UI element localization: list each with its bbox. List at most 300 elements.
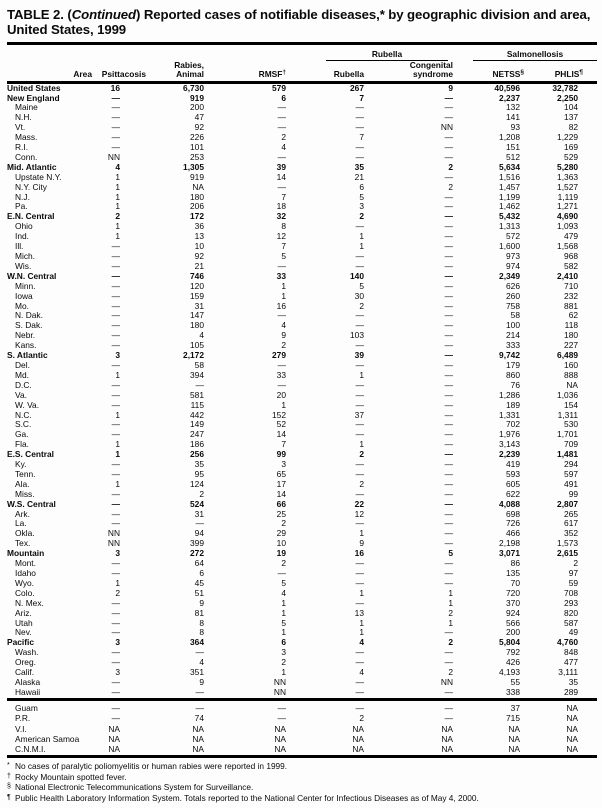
- cell-rmsf: 7: [281, 439, 286, 450]
- cell-congenital-syndrome: 1: [448, 597, 453, 608]
- cell-phlis: 5,280: [557, 161, 579, 172]
- cell-rubella: 7: [359, 132, 364, 143]
- cell-phlis: 1,036: [557, 389, 579, 400]
- cell-phlis: 708: [564, 587, 579, 598]
- group-label-rubella: Rubella: [326, 49, 448, 61]
- cell-rubella: 22: [354, 498, 364, 509]
- cell-phlis: NA: [566, 734, 579, 744]
- cell-rmsf: 2: [281, 657, 286, 668]
- cell-phlis: 137: [564, 112, 579, 123]
- cell-phlis: NA: [566, 379, 579, 390]
- cell-psittacosis: 1: [115, 231, 120, 242]
- cell-psittacosis: —: [111, 102, 120, 113]
- cell-psittacosis: —: [111, 647, 120, 658]
- cell-rmsf: 2: [281, 132, 286, 143]
- cell-rubella: 1: [359, 369, 364, 380]
- cell-rubella: 5: [359, 280, 364, 291]
- cell-rubella: —: [355, 597, 364, 608]
- cell-congenital-syndrome: —: [444, 132, 453, 143]
- cell-rmsf: 5: [281, 251, 286, 261]
- row-label: Wyo.: [15, 577, 35, 588]
- row-label: Ala.: [15, 478, 30, 489]
- row-label: Kans.: [15, 340, 37, 351]
- cell-phlis: 1,568: [557, 241, 579, 252]
- row-label: Alaska: [15, 676, 41, 687]
- cell-phlis: 2,807: [557, 498, 579, 509]
- cell-rubella: 39: [354, 350, 364, 361]
- cell-netss: 5,804: [499, 637, 520, 648]
- cell-psittacosis: NA: [108, 744, 120, 755]
- cell-congenital-syndrome: —: [444, 577, 453, 588]
- group-header-rubella: [286, 44, 453, 62]
- cell-congenital-syndrome: —: [444, 330, 453, 341]
- cell-congenital-syndrome: —: [444, 409, 453, 420]
- cell-rubella: 4: [359, 667, 364, 678]
- cell-rmsf: 3: [281, 647, 286, 658]
- cell-phlis: 62: [568, 310, 579, 321]
- cell-rmsf: 1: [281, 667, 286, 678]
- cell-rubella: 2: [359, 713, 364, 724]
- cell-netss: 1,208: [499, 132, 520, 143]
- cell-phlis: 118: [564, 320, 579, 331]
- cell-rmsf: 66: [276, 498, 286, 509]
- cell-rubella: 2: [359, 211, 364, 222]
- cell-rabies-animal: —: [195, 518, 204, 529]
- row-label: W.N. Central: [7, 270, 57, 281]
- row-label: Utah: [15, 617, 33, 628]
- cell-rabies-animal: —: [195, 647, 204, 658]
- cell-congenital-syndrome: NA: [441, 723, 453, 734]
- cell-congenital-syndrome: —: [444, 379, 453, 390]
- cell-netss: 214: [506, 330, 520, 341]
- cell-rabies-animal: 35: [194, 459, 204, 470]
- cell-rubella: 37: [354, 409, 364, 420]
- cell-psittacosis: —: [111, 280, 120, 291]
- table-row: [7, 699, 597, 713]
- cell-rabies-animal: 351: [190, 667, 204, 678]
- cell-congenital-syndrome: —: [444, 340, 453, 351]
- cell-rubella: 6: [359, 181, 364, 192]
- cell-rubella: 1: [359, 617, 364, 628]
- cell-psittacosis: 1: [115, 191, 120, 202]
- row-label: Mich.: [15, 251, 36, 261]
- cell-psittacosis: —: [111, 702, 120, 713]
- cell-rabies-animal: 101: [190, 142, 204, 153]
- cell-rabies-animal: 31: [194, 300, 204, 311]
- row-label: Del.: [15, 359, 30, 370]
- cell-psittacosis: 3: [115, 548, 120, 559]
- cell-rmsf: 65: [276, 468, 286, 479]
- cell-rabies-animal: 95: [194, 468, 204, 479]
- cell-psittacosis: —: [111, 657, 120, 668]
- cell-congenital-syndrome: 2: [448, 607, 453, 618]
- cell-phlis: 289: [564, 686, 579, 697]
- cell-psittacosis: —: [111, 597, 120, 608]
- cell-netss: 9,742: [499, 350, 520, 361]
- cell-congenital-syndrome: —: [444, 300, 453, 311]
- cell-rubella: —: [355, 112, 364, 123]
- column-header-psittacosis: Psittacosis: [92, 61, 146, 82]
- row-label: Hawaii: [15, 686, 41, 697]
- footnote-symbol: †: [7, 772, 11, 780]
- cell-congenital-syndrome: —: [444, 518, 453, 529]
- cell-phlis: 59: [568, 577, 579, 588]
- cell-phlis: 587: [564, 617, 579, 628]
- cell-rmsf: 10: [276, 538, 286, 549]
- cell-psittacosis: 3: [115, 667, 120, 678]
- cell-psittacosis: —: [111, 713, 120, 724]
- cell-psittacosis: NA: [108, 734, 120, 744]
- footnote-symbol: §: [7, 783, 11, 791]
- cell-netss: 698: [506, 508, 520, 519]
- cell-rubella: —: [355, 647, 364, 658]
- table-row: [7, 734, 597, 744]
- row-label: Maine: [15, 102, 38, 113]
- cell-netss: 179: [506, 359, 520, 370]
- cell-rubella: —: [355, 518, 364, 529]
- row-label: La.: [15, 518, 27, 529]
- cell-netss: 1,462: [499, 201, 520, 212]
- cell-rabies-animal: 9: [199, 676, 204, 687]
- cell-netss: 4,088: [499, 498, 520, 509]
- row-label: E.N. Central: [7, 211, 55, 222]
- cell-rubella: 13: [354, 607, 364, 618]
- cell-rmsf: NN: [273, 676, 286, 687]
- cell-phlis: 352: [564, 528, 579, 539]
- cell-phlis: 1,573: [557, 538, 579, 549]
- cell-rabies-animal: 4: [199, 657, 204, 668]
- column-header-area: Area: [7, 61, 92, 82]
- cell-rabies-animal: 919: [190, 171, 204, 182]
- table-row: [7, 371, 597, 381]
- cell-psittacosis: —: [111, 508, 120, 519]
- cell-netss: 76: [510, 379, 520, 390]
- row-label: Wash.: [15, 647, 39, 658]
- cell-rmsf: 14: [276, 488, 286, 499]
- cell-rubella: —: [355, 558, 364, 569]
- cell-congenital-syndrome: —: [444, 429, 453, 440]
- cell-rabies-animal: 200: [190, 102, 204, 113]
- row-label: P.R.: [15, 713, 31, 724]
- cell-rubella: 103: [350, 330, 364, 341]
- cell-rmsf: —: [277, 102, 286, 113]
- table-row: [7, 401, 597, 411]
- row-label: Ky.: [15, 459, 27, 470]
- cell-rmsf: 4: [281, 587, 286, 598]
- cell-congenital-syndrome: —: [444, 92, 453, 103]
- cell-rubella: 2: [359, 478, 364, 489]
- cell-congenital-syndrome: —: [444, 359, 453, 370]
- row-label: Ill.: [15, 241, 24, 252]
- cell-rabies-animal: 4: [199, 330, 204, 341]
- cell-netss: 5,432: [499, 211, 520, 222]
- cell-netss: 2,198: [499, 538, 520, 549]
- row-label: Ark.: [15, 508, 30, 519]
- cell-congenital-syndrome: 1: [448, 587, 453, 598]
- cell-rabies-animal: 206: [190, 201, 204, 212]
- cell-netss: 1,313: [499, 221, 520, 232]
- cell-psittacosis: —: [111, 260, 120, 271]
- cell-rmsf: 6: [281, 92, 286, 103]
- cell-rabies-animal: 147: [190, 310, 204, 321]
- cell-congenital-syndrome: 9: [448, 82, 453, 93]
- cell-rabies-animal: 1,305: [183, 161, 204, 172]
- cell-phlis: 530: [564, 419, 579, 430]
- row-label: American Samoa: [15, 734, 80, 744]
- cell-netss: 200: [506, 627, 520, 638]
- cell-psittacosis: —: [111, 399, 120, 410]
- cell-congenital-syndrome: NN: [440, 676, 453, 687]
- cell-netss: 702: [506, 419, 520, 430]
- footnotes: [7, 761, 599, 804]
- column-header-rubella: Rubella: [286, 61, 364, 82]
- cell-psittacosis: —: [111, 92, 120, 103]
- cell-rubella: —: [355, 577, 364, 588]
- cell-phlis: 6,489: [557, 350, 579, 361]
- cell-rabies-animal: 105: [190, 340, 204, 351]
- cell-rabies-animal: 172: [190, 211, 204, 222]
- cell-congenital-syndrome: NA: [441, 744, 453, 755]
- cell-congenital-syndrome: —: [444, 478, 453, 489]
- cell-rubella: —: [355, 379, 364, 390]
- cell-congenital-syndrome: —: [444, 251, 453, 261]
- cell-netss: 860: [506, 369, 520, 380]
- cell-rabies-animal: 51: [194, 587, 204, 598]
- footnote-marker: §: [520, 68, 524, 76]
- cell-congenital-syndrome: —: [444, 558, 453, 569]
- cell-psittacosis: —: [111, 617, 120, 628]
- cell-congenital-syndrome: —: [444, 459, 453, 470]
- cell-rabies-animal: 442: [190, 409, 204, 420]
- cell-netss: 974: [506, 260, 520, 271]
- row-label: Ohio: [15, 221, 33, 232]
- cell-congenital-syndrome: —: [444, 702, 453, 713]
- row-label: W. Va.: [15, 399, 40, 410]
- cell-rabies-animal: 524: [190, 498, 204, 509]
- cell-psittacosis: —: [111, 330, 120, 341]
- cell-rmsf: —: [277, 359, 286, 370]
- cell-rabies-animal: 919: [190, 92, 204, 103]
- cell-congenital-syndrome: —: [444, 419, 453, 430]
- cell-psittacosis: —: [111, 122, 120, 133]
- cell-phlis: NA: [566, 744, 579, 755]
- cell-psittacosis: —: [111, 468, 120, 479]
- cell-netss: NA: [508, 723, 520, 734]
- column-header-congenital-syndrome: Congenital syndrome: [364, 61, 453, 82]
- cell-rabies-animal: —: [195, 686, 204, 697]
- cell-psittacosis: —: [111, 251, 120, 261]
- cell-netss: 426: [506, 657, 520, 668]
- cell-rmsf: 1: [281, 607, 286, 618]
- table-body-states: [7, 82, 597, 699]
- cell-rabies-animal: 21: [194, 260, 204, 271]
- cell-phlis: NA: [566, 713, 579, 724]
- table-row: [7, 113, 597, 123]
- cell-rubella: —: [355, 657, 364, 668]
- cell-phlis: 582: [564, 260, 579, 271]
- cell-psittacosis: —: [111, 379, 120, 390]
- row-label: Mass.: [15, 132, 38, 143]
- cell-rmsf: 279: [272, 350, 286, 361]
- cell-rubella: 2: [359, 300, 364, 311]
- cell-rabies-animal: NA: [192, 723, 204, 734]
- cell-rabies-animal: 124: [190, 478, 204, 489]
- footnote-marker: †: [282, 68, 286, 76]
- cell-rabies-animal: 8: [199, 627, 204, 638]
- cell-phlis: 820: [564, 607, 579, 618]
- cell-netss: 1,976: [499, 429, 520, 440]
- cell-phlis: 2,615: [557, 548, 579, 559]
- cell-psittacosis: —: [111, 627, 120, 638]
- cell-rabies-animal: 120: [190, 280, 204, 291]
- cell-congenital-syndrome: —: [444, 369, 453, 380]
- row-label: Miss.: [15, 488, 35, 499]
- cell-psittacosis: —: [111, 241, 120, 252]
- table-row: [7, 82, 597, 93]
- cell-rubella: —: [355, 389, 364, 400]
- cell-psittacosis: 16: [110, 82, 120, 93]
- cell-rabies-animal: 94: [194, 528, 204, 539]
- cell-phlis: 3,111: [558, 667, 579, 678]
- cell-psittacosis: —: [111, 419, 120, 430]
- cell-psittacosis: —: [111, 300, 120, 311]
- cell-rubella: 1: [359, 241, 364, 252]
- cell-congenital-syndrome: —: [444, 142, 453, 153]
- cell-rmsf: NA: [274, 734, 286, 744]
- cell-netss: 4,193: [499, 667, 520, 678]
- row-label: New England: [7, 92, 60, 103]
- cell-rubella: —: [355, 399, 364, 410]
- cell-netss: 726: [506, 518, 520, 529]
- cell-rmsf: —: [277, 112, 286, 123]
- cell-rmsf: 1: [281, 597, 286, 608]
- cell-psittacosis: —: [111, 359, 120, 370]
- table-title: [7, 8, 599, 37]
- cell-rabies-animal: 364: [190, 637, 204, 648]
- cell-netss: 626: [506, 280, 520, 291]
- cell-rubella: —: [355, 359, 364, 370]
- cell-psittacosis: 1: [115, 171, 120, 182]
- cell-congenital-syndrome: —: [444, 439, 453, 450]
- footnote: † Rocky Mountain spotted fever.: [7, 771, 127, 782]
- cell-rmsf: NA: [274, 723, 286, 734]
- cell-rubella: —: [355, 320, 364, 331]
- cell-netss: 3,071: [499, 548, 520, 559]
- footnote-symbol: *: [7, 761, 10, 769]
- cell-congenital-syndrome: —: [444, 171, 453, 182]
- row-label: Pacific: [7, 637, 35, 648]
- cell-netss: 720: [506, 587, 520, 598]
- cell-rubella: —: [355, 676, 364, 687]
- cell-rabies-animal: 9: [199, 597, 204, 608]
- cell-netss: 622: [506, 488, 520, 499]
- footnote: * No cases of paralytic poliomyelitis or human rabies were reported in 1999.: [7, 760, 288, 771]
- cell-rmsf: 99: [276, 449, 286, 460]
- cell-rubella: —: [355, 151, 364, 162]
- cell-congenital-syndrome: NA: [441, 734, 453, 744]
- cell-netss: 55: [510, 676, 520, 687]
- cell-rubella: —: [355, 102, 364, 113]
- cell-phlis: 169: [564, 142, 579, 153]
- cell-rmsf: NN: [273, 686, 286, 697]
- row-label: Oreg.: [15, 657, 36, 668]
- row-label: N.J.: [15, 191, 30, 202]
- cell-psittacosis: —: [111, 310, 120, 321]
- cell-phlis: 99: [568, 488, 579, 499]
- row-label: Okla.: [15, 528, 35, 539]
- cell-netss: NA: [508, 734, 520, 744]
- row-label: Mountain: [7, 548, 45, 559]
- cell-phlis: 227: [564, 340, 579, 351]
- cell-psittacosis: 2: [115, 587, 120, 598]
- cell-rabies-animal: 253: [190, 151, 204, 162]
- cell-psittacosis: 1: [115, 409, 120, 420]
- row-label: S.C.: [15, 419, 32, 430]
- cell-rabies-animal: 6,730: [183, 82, 204, 93]
- cell-netss: 40,596: [494, 82, 520, 93]
- cell-rabies-animal: 92: [194, 251, 204, 261]
- row-label: Mo.: [15, 300, 29, 311]
- cell-rabies-animal: 180: [190, 320, 204, 331]
- cell-netss: 1,331: [499, 409, 520, 420]
- cell-rabies-animal: 272: [190, 548, 204, 559]
- cell-psittacosis: 3: [115, 637, 120, 648]
- cell-congenital-syndrome: —: [444, 310, 453, 321]
- cell-phlis: NA: [566, 702, 579, 713]
- cell-rmsf: 1: [281, 399, 286, 410]
- cell-congenital-syndrome: —: [444, 241, 453, 252]
- cell-rmsf: —: [277, 122, 286, 133]
- cell-phlis: 154: [564, 399, 579, 410]
- cell-phlis: 4,690: [557, 211, 579, 222]
- cell-netss: NA: [508, 744, 520, 755]
- cell-phlis: 1,311: [557, 409, 579, 420]
- cell-psittacosis: 1: [115, 221, 120, 232]
- cell-psittacosis: —: [111, 320, 120, 331]
- cell-congenital-syndrome: —: [444, 713, 453, 724]
- cell-rabies-animal: 247: [190, 429, 204, 440]
- cell-phlis: 529: [564, 151, 579, 162]
- cell-rabies-animal: 64: [194, 558, 204, 569]
- cell-netss: 260: [506, 290, 520, 301]
- row-label: Ind.: [15, 231, 29, 242]
- cell-psittacosis: —: [111, 676, 120, 687]
- footnote-symbol: ¶: [7, 793, 11, 801]
- cell-rmsf: 29: [276, 528, 286, 539]
- cell-phlis: 180: [564, 330, 579, 341]
- cell-congenital-syndrome: —: [444, 231, 453, 242]
- cell-psittacosis: —: [111, 686, 120, 697]
- cell-phlis: 2,250: [557, 92, 579, 103]
- cell-rabies-animal: 746: [190, 270, 204, 281]
- cell-netss: 86: [510, 558, 520, 569]
- cell-rmsf: 4: [281, 320, 286, 331]
- row-label: Vt.: [15, 122, 26, 133]
- cell-phlis: 477: [564, 657, 579, 668]
- cell-rubella: 5: [359, 191, 364, 202]
- cell-rabies-animal: 8: [199, 617, 204, 628]
- cell-congenital-syndrome: —: [444, 102, 453, 113]
- cell-phlis: 265: [564, 508, 579, 519]
- cell-congenital-syndrome: 5: [448, 548, 453, 559]
- cell-congenital-syndrome: 2: [448, 181, 453, 192]
- cell-phlis: NA: [566, 723, 579, 734]
- cell-rubella: 9: [359, 538, 364, 549]
- cell-rmsf: 3: [281, 459, 286, 470]
- cell-congenital-syndrome: —: [444, 290, 453, 301]
- cell-congenital-syndrome: 2: [448, 637, 453, 648]
- cell-congenital-syndrome: —: [444, 270, 453, 281]
